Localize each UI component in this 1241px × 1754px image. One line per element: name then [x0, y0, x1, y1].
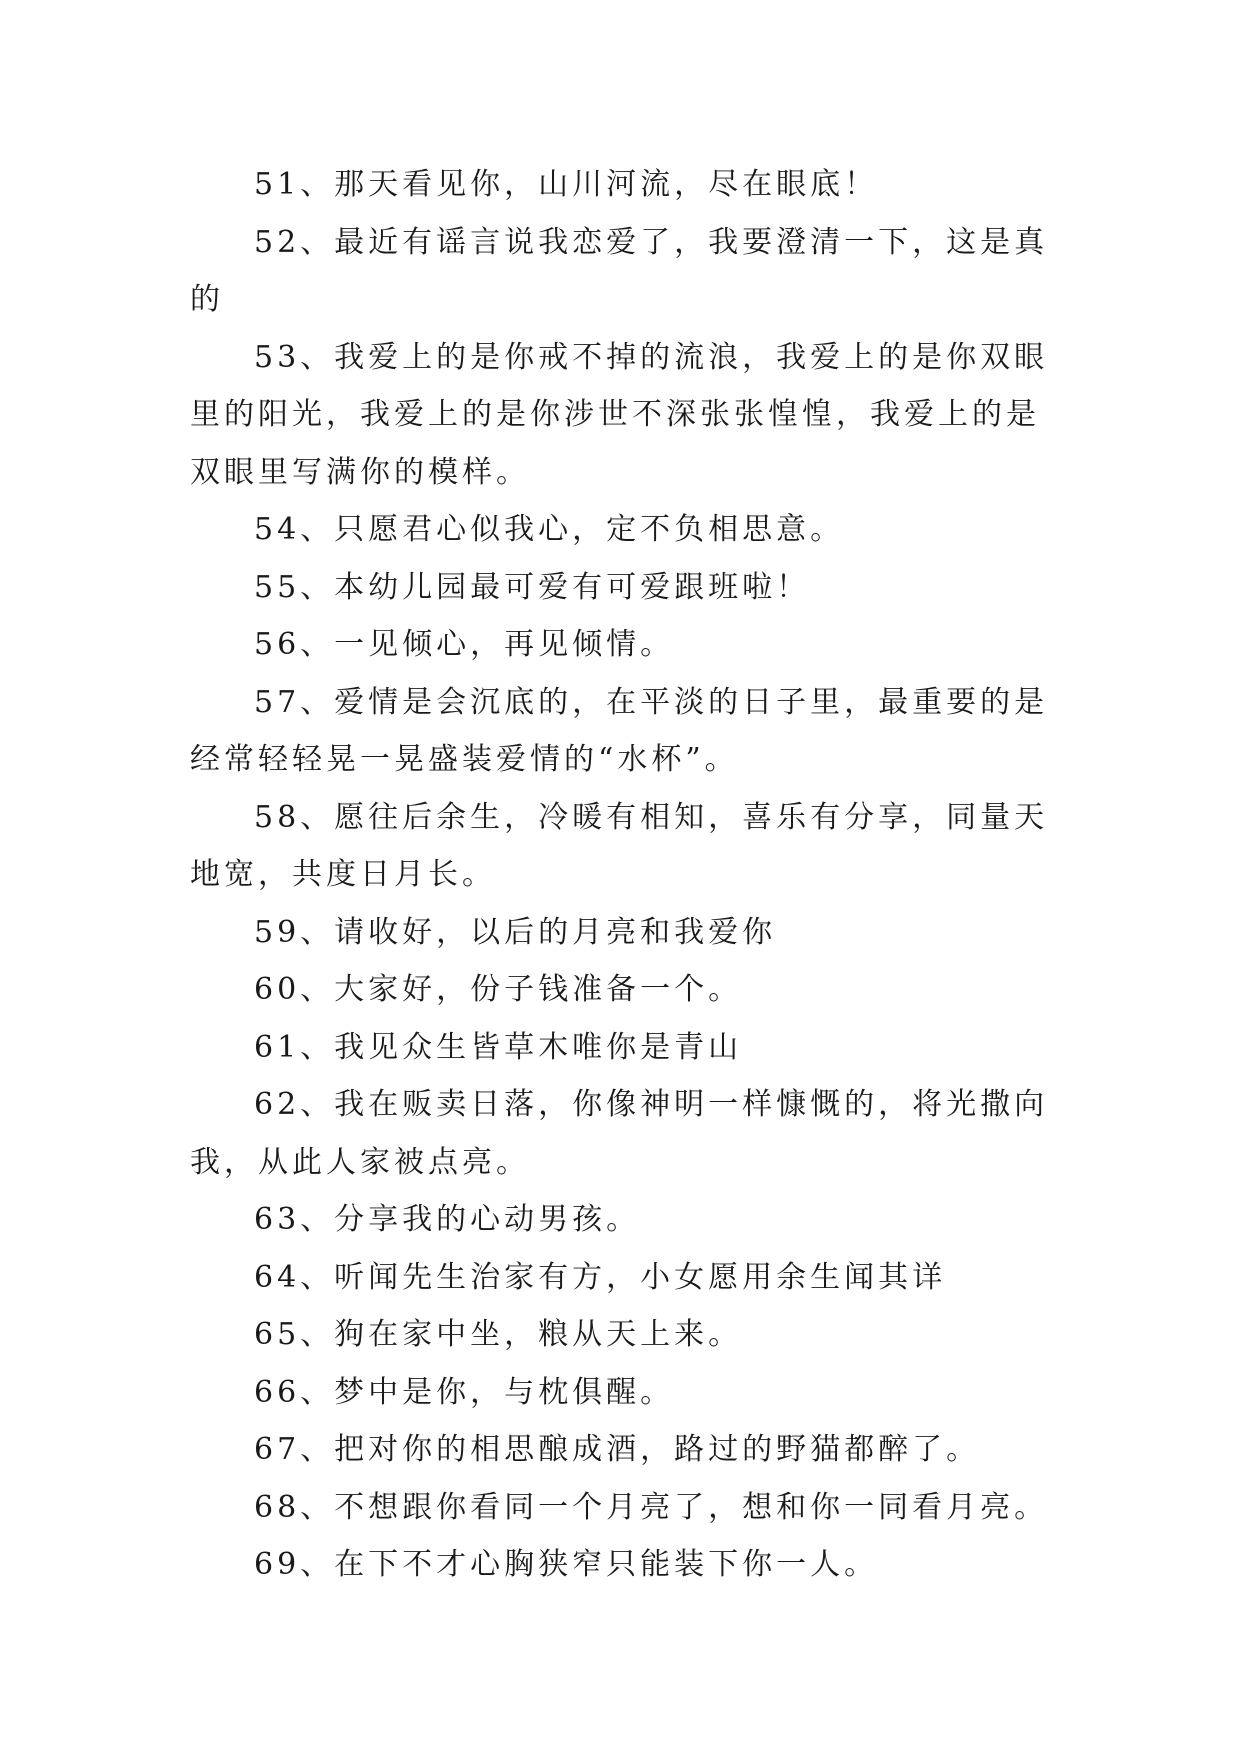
- paragraph-62: 62、我在贩卖日落，你像神明一样慷慨的，将光撒向我，从此人家被点亮。: [190, 1087, 1049, 1180]
- paragraph-64: 64、听闻先生治家有方，小女愿用余生闻其详: [254, 1259, 947, 1295]
- paragraph-60: 60、大家好，份子钱准备一个。: [254, 972, 743, 1007]
- paragraph-59: 59、请收好，以后的月亮和我爱你: [254, 914, 777, 950]
- paragraph-52: 52、最近有谣言说我恋爱了，我要澄清一下，这是真的: [190, 224, 1049, 317]
- paragraph-54: 54、只愿君心似我心，定不负相思意。: [254, 512, 845, 547]
- paragraph-56: 56、一见倾心，再见倾情。: [254, 627, 675, 662]
- paragraph-66: 66、梦中是你，与枕俱醒。: [254, 1374, 675, 1410]
- paragraph-53: 53、我爱上的是你戒不掉的流浪，我爱上的是你双眼里的阳光，我爱上的是你涉世不深张张惶惶，我爱上的是双眼里写满你的模样。: [190, 339, 1049, 490]
- paragraph-57: 57、爱情是会沉底的，在平淡的日子里，最重要的是经常轻轻晃一晃盛装爱情的“水杯”。: [190, 684, 1049, 777]
- paragraph-65: 65、狗在家中坐，粮从天上来。: [254, 1317, 743, 1352]
- paragraph-58: 58、愿往后余生，冷暖有相知，喜乐有分享，同量天地宽，共度日月长。: [190, 799, 1049, 892]
- paragraph-55: 55、本幼儿园最可爱有可爱跟班啦！: [254, 569, 811, 605]
- paragraph-63: 63、分享我的心动男孩。: [254, 1202, 641, 1237]
- paragraph-51: 51、那天看见你，山川河流，尽在眼底！: [254, 167, 879, 202]
- document-body: [190, 156, 1050, 1594]
- paragraph-68: 68、不想跟你看同一个月亮了，想和你一同看月亮。: [254, 1489, 1049, 1525]
- paragraph-69: 69、在下不才心胸狭窄只能装下你一人。: [254, 1547, 879, 1582]
- paragraph-61: 61、我见众生皆草木唯你是青山: [254, 1029, 743, 1065]
- paragraph-67: 67、把对你的相思酿成酒，路过的野猫都醉了。: [254, 1432, 981, 1467]
